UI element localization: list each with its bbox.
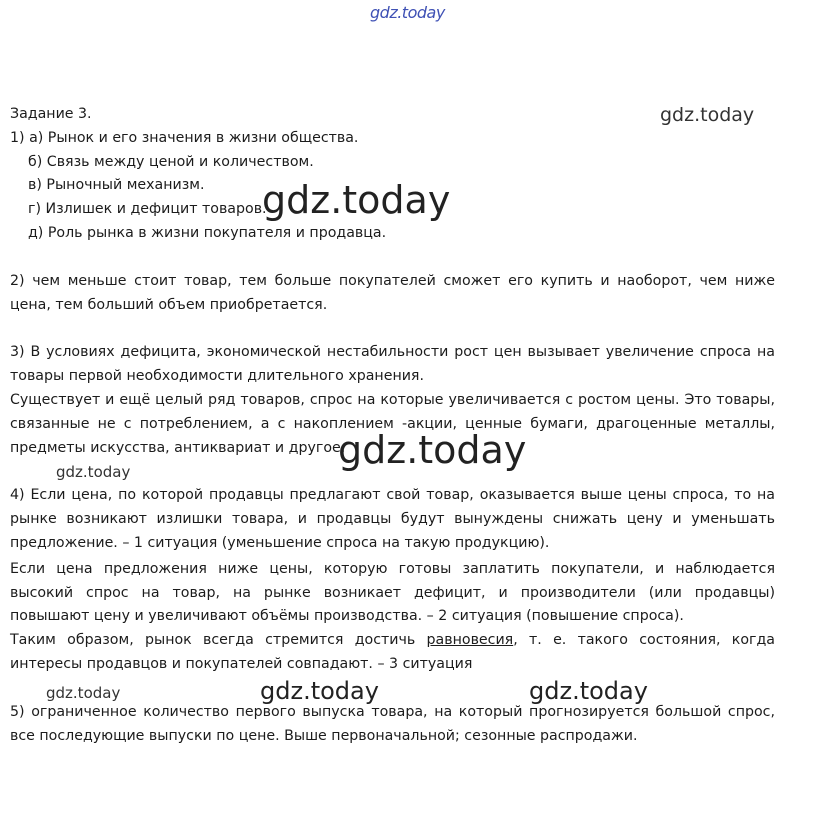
q4-line-5: высокий спрос на товар, на рынке возникает дефицит, и производители (или продавцы) — [10, 584, 775, 601]
watermark-medium-2: gdz.today — [529, 677, 648, 705]
q4-line-7-start: Таким образом, рынок всегда стремится достичь — [10, 632, 427, 649]
q5-line-1: 5) ограниченное количество первого выпуска товара, на который прогнозируется большой спрос, — [10, 703, 775, 720]
q1-g: г) Излишек и дефицит товаров. — [28, 201, 267, 218]
q3-line-1: 3) В условиях дефицита, экономической нестабильности рост цен вызывает увеличение спроса на — [10, 344, 775, 361]
q1-d: д) Роль рынка в жизни покупателя и продавца. — [28, 224, 387, 241]
watermark-top: gdz.today — [370, 3, 445, 22]
q4-line-4: Если цена предложения ниже цены, которую готовы заплатить покупатели, и наблюдается — [10, 560, 775, 577]
q5-line-2: все последующие выпуски по цене. Выше первоначальной; сезонные распродажи. — [10, 727, 638, 744]
q4-line-1: 4) Если цена, по которой продавцы предлагают свой товар, оказывается выше цены спроса, то на — [10, 487, 775, 504]
watermark-small-2: gdz.today — [46, 684, 121, 702]
q2-line-1: 2) чем меньше стоит товар, тем больше покупателей сможет его купить и наоборот, чем ниже — [10, 272, 775, 289]
q4-line-2: рынке возникают излишки товара, и продавцы будут вынуждены снижать цену и уменьшать — [10, 511, 775, 528]
q3-line-5: предметы искусства, антиквариат и другое. — [10, 439, 346, 456]
q3-line-4: связанные не с потреблением, а с накоплением -акции, ценные бумаги, драгоценные металлы, — [10, 415, 775, 432]
q4-line-7-end: , т. е. такого состояния, когда — [513, 632, 776, 649]
q2-line-2: цена, тем больший объем приобретается. — [10, 296, 328, 313]
watermark-large-1: gdz.today — [262, 178, 451, 222]
q4-line-3: предложение. – 1 ситуация (уменьшение спроса на такую продукцию). — [10, 534, 550, 551]
q3-line-2: товары первой необходимости длительного хранения. — [10, 368, 424, 385]
watermark-small-1: gdz.today — [56, 463, 131, 481]
q4-line-6: повышают цену и увеличивают объёмы производства. – 2 ситуация (повышение спроса). — [10, 608, 684, 625]
task-title: Задание 3. — [10, 106, 92, 122]
q1-b: б) Связь между ценой и количеством. — [28, 153, 314, 170]
q4-line-8: интересы продавцов и покупателей совпадают. – 3 ситуация — [10, 655, 473, 672]
watermark-large-2: gdz.today — [338, 428, 527, 472]
q1-v: в) Рыночный механизм. — [28, 177, 205, 194]
equilibrium-term: равновесия — [426, 632, 514, 649]
q4-line-7 — [10, 629, 775, 653]
watermark-right: gdz.today — [660, 104, 755, 126]
q1-a: 1) а) Рынок и его значения в жизни общества. — [10, 129, 359, 146]
watermark-medium-1: gdz.today — [260, 677, 379, 705]
q3-line-3: Существует и ещё целый ряд товаров, спрос на которые увеличивается с ростом цены. Это товары, — [10, 391, 775, 408]
